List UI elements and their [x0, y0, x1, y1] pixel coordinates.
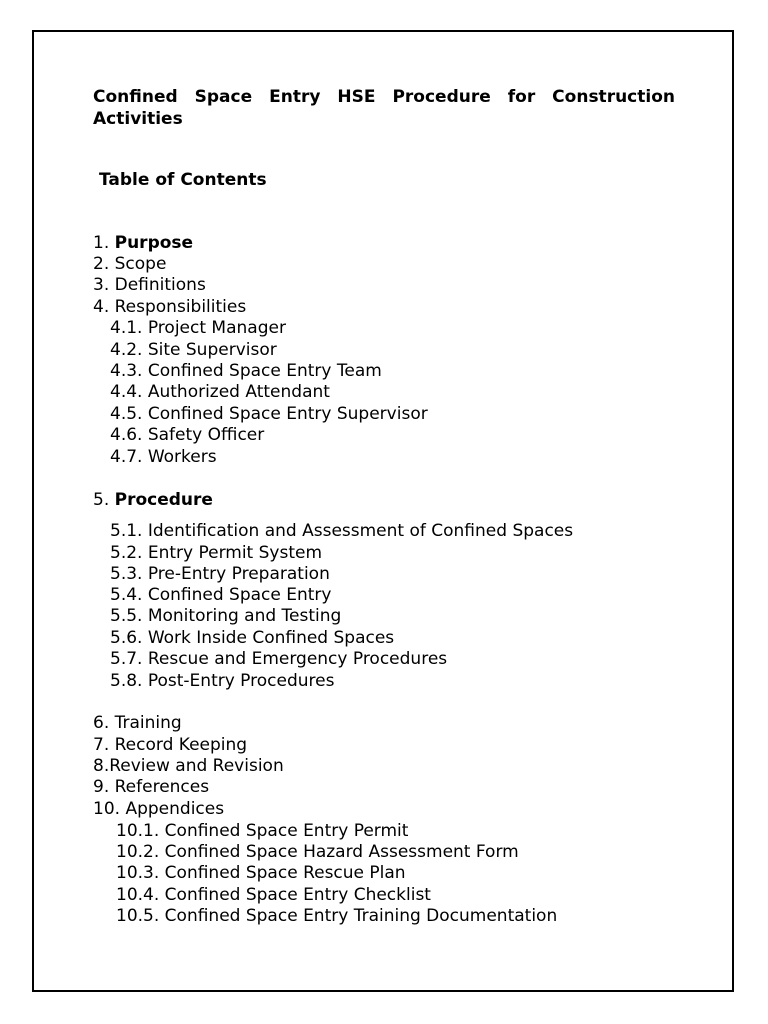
- toc-item-number: 4.2.: [110, 340, 148, 360]
- toc-item-label: Training: [114, 713, 182, 733]
- toc-item-number: 5.5.: [110, 606, 148, 626]
- toc-item-label: Work Inside Confined Spaces: [147, 628, 395, 648]
- toc-item-label: Site Supervisor: [147, 340, 277, 360]
- toc-item-number: 10.3.: [116, 863, 165, 883]
- toc-item-number: 6.: [93, 713, 115, 733]
- toc-item-number: 5.8.: [110, 671, 148, 691]
- toc-item-label: Confined Space Entry: [147, 585, 332, 605]
- toc-item-number: 1.: [93, 233, 115, 253]
- toc-item-label: Entry Permit System: [147, 543, 323, 563]
- toc-item-number: 4.: [93, 297, 115, 317]
- toc-item-number: 4.1.: [110, 318, 148, 338]
- toc-item-label: Safety Officer: [147, 425, 265, 445]
- toc-item-number: 4.5.: [110, 404, 148, 424]
- toc-item-number: 3.: [93, 275, 115, 295]
- toc-item-4-5: [110, 403, 428, 425]
- toc-item-label: Scope: [114, 254, 167, 274]
- toc-item-number: 4.6.: [110, 425, 148, 445]
- toc-item-10-1: [116, 820, 408, 842]
- toc-item-label: Purpose: [114, 233, 194, 253]
- toc-item-9: [93, 776, 209, 798]
- toc-item-4-3: [110, 360, 382, 382]
- toc-item-4-4: [110, 381, 330, 403]
- toc-item-10: [93, 798, 224, 820]
- toc-item-label: Confined Space Entry Supervisor: [147, 404, 428, 424]
- toc-item-label: Appendices: [125, 799, 225, 819]
- toc-item-3: [93, 274, 206, 296]
- toc-item-number: 5.3.: [110, 564, 148, 584]
- toc-item-label: Review and Revision: [109, 756, 284, 776]
- toc-heading: Table of Contents: [99, 170, 267, 190]
- toc-item-number: 5.2.: [110, 543, 148, 563]
- toc-item-5-8: [110, 670, 334, 692]
- toc-item-label: Rescue and Emergency Procedures: [147, 649, 448, 669]
- toc-item-5-6: [110, 627, 394, 649]
- toc-item-5-7: [110, 648, 447, 670]
- toc-item-5-5: [110, 605, 341, 627]
- toc-item-4: [93, 296, 246, 318]
- toc-item-label: Responsibilities: [114, 297, 247, 317]
- toc-item-label: Post-Entry Procedures: [147, 671, 335, 691]
- toc-item-5-4: [110, 584, 331, 606]
- toc-item-4-2: [110, 339, 277, 361]
- toc-item-label: Project Manager: [147, 318, 286, 338]
- toc-item-label: Monitoring and Testing: [147, 606, 342, 626]
- toc-item-label: References: [114, 777, 210, 797]
- toc-item-number: 5.1.: [110, 521, 148, 541]
- toc-item-label: Confined Space Hazard Assessment Form: [164, 842, 519, 862]
- toc-item-number: 9.: [93, 777, 115, 797]
- toc-item-number: 10.5.: [116, 906, 165, 926]
- toc-item-8: [93, 755, 284, 777]
- toc-item-10-3: [116, 862, 406, 884]
- toc-item-label: Authorized Attendant: [147, 382, 330, 402]
- toc-item-10-4: [116, 884, 431, 906]
- toc-item-label: Confined Space Entry Team: [147, 361, 382, 381]
- toc-item-1: [93, 232, 193, 254]
- toc-item-number: 5.6.: [110, 628, 148, 648]
- toc-item-label: Confined Space Entry Training Documentation: [164, 906, 558, 926]
- toc-item-label: Confined Space Entry Checklist: [164, 885, 431, 905]
- toc-item-number: 5.7.: [110, 649, 148, 669]
- toc-item-number: 4.7.: [110, 447, 148, 467]
- toc-item-number: 10.: [93, 799, 126, 819]
- toc-item-label: Confined Space Rescue Plan: [164, 863, 406, 883]
- toc-item-label: Pre-Entry Preparation: [147, 564, 330, 584]
- toc-item-label: Confined Space Entry Permit: [164, 821, 409, 841]
- toc-item-4-6: [110, 424, 264, 446]
- toc-item-number: 8.: [93, 756, 110, 776]
- toc-item-10-5: [116, 905, 557, 927]
- toc-item-5-3: [110, 563, 330, 585]
- document-title: Confined Space Entry HSE Procedure for Construction Activities: [93, 87, 675, 129]
- toc-item-6: [93, 712, 182, 734]
- toc-item-7: [93, 734, 247, 756]
- toc-item-number: 2.: [93, 254, 115, 274]
- toc-item-5-2: [110, 542, 322, 564]
- toc-item-4-1: [110, 317, 286, 339]
- toc-item-label: Identification and Assessment of Confined Spaces: [147, 521, 574, 541]
- toc-item-label: Procedure: [114, 490, 213, 510]
- toc-item-5: [93, 489, 213, 511]
- toc-item-number: 4.3.: [110, 361, 148, 381]
- toc-item-2: [93, 253, 166, 275]
- toc-item-number: 5.: [93, 490, 115, 510]
- toc-item-label: Workers: [147, 447, 217, 467]
- toc-item-label: Record Keeping: [114, 735, 248, 755]
- toc-item-10-2: [116, 841, 519, 863]
- toc-item-label: Definitions: [114, 275, 206, 295]
- toc-item-number: 4.4.: [110, 382, 148, 402]
- toc-item-5-1: [110, 520, 573, 542]
- toc-item-number: 5.4.: [110, 585, 148, 605]
- toc-item-number: 7.: [93, 735, 115, 755]
- toc-item-number: 10.2.: [116, 842, 165, 862]
- toc-item-4-7: [110, 446, 217, 468]
- toc-item-number: 10.1.: [116, 821, 165, 841]
- toc-item-number: 10.4.: [116, 885, 165, 905]
